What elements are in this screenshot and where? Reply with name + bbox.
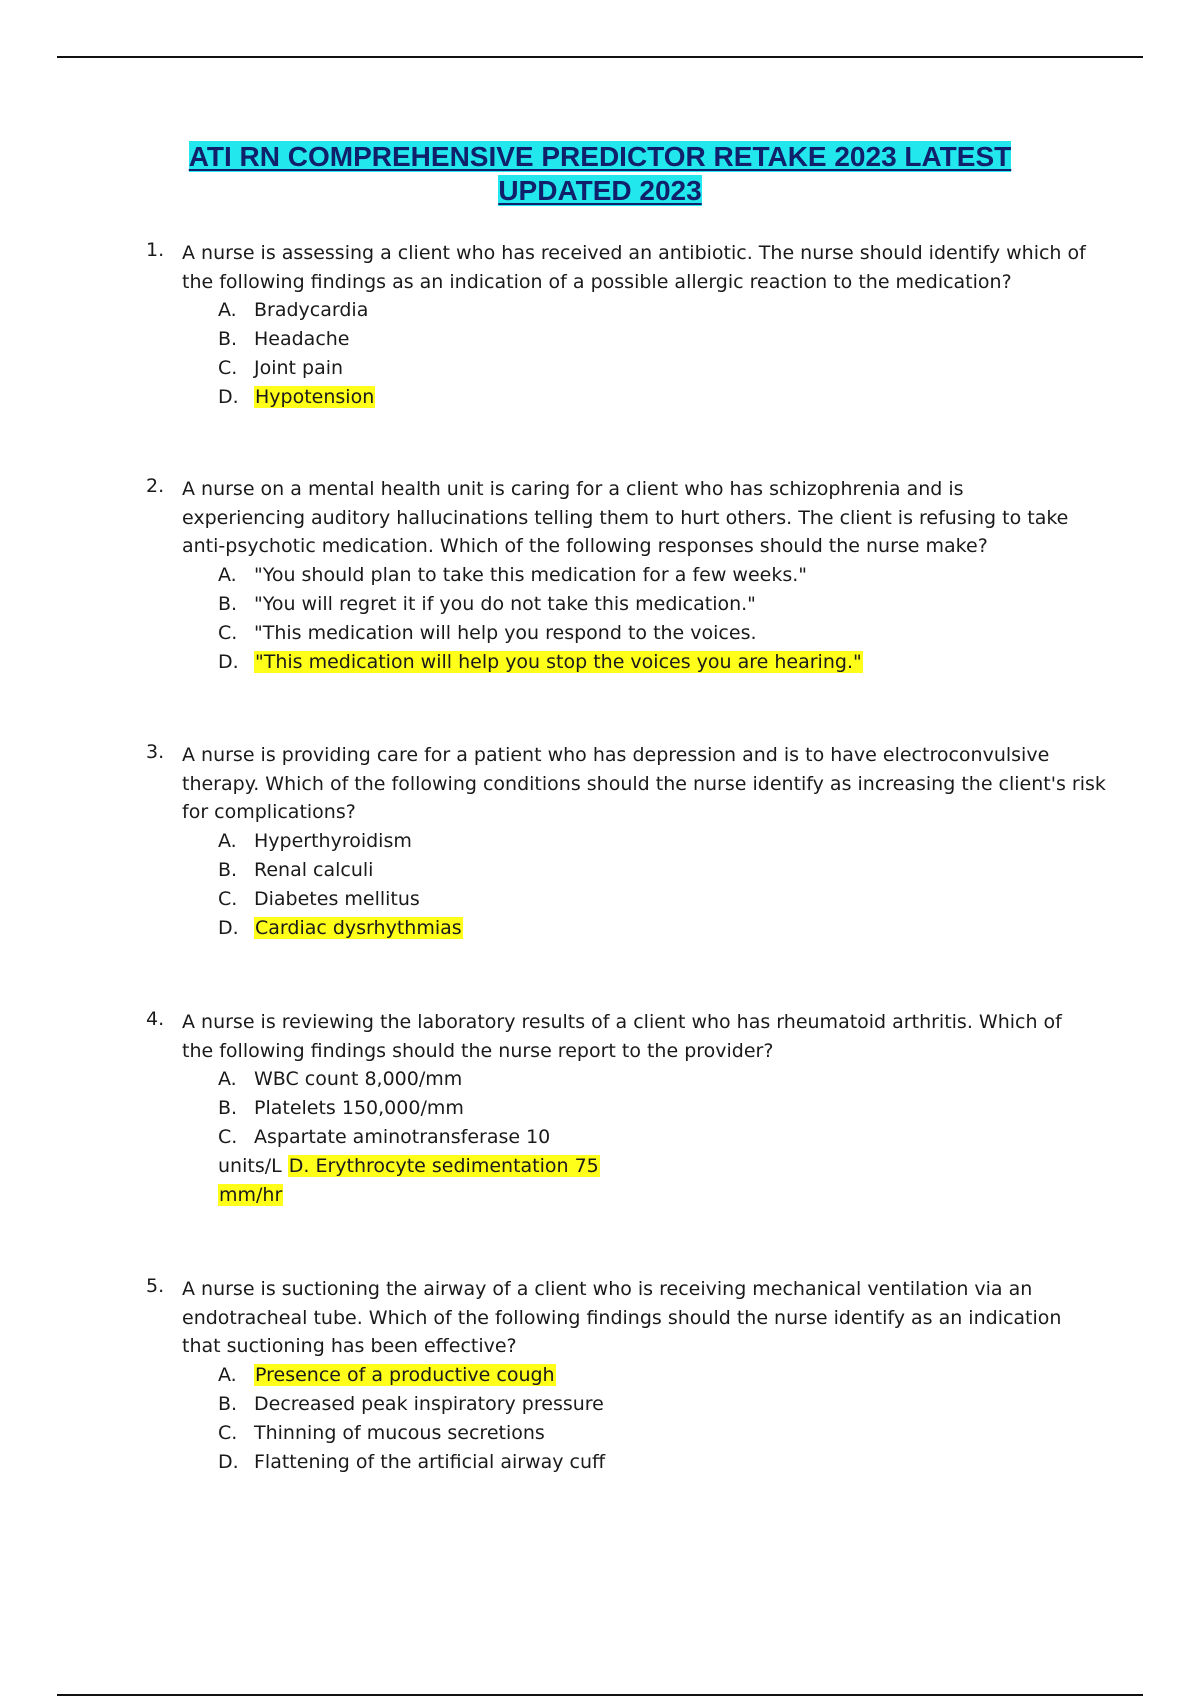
option-a[interactable]: A. Hyperthyroidism (218, 830, 412, 852)
question-number: 4. (146, 1008, 165, 1030)
bottom-rule (57, 1694, 1143, 1696)
question-stem: A nurse is suctioning the airway of a client who is receiving mechanical ventilation via an endotracheal tube. Which of the following findings should the nurse identify as an indication that suctioning has been effective? (182, 1278, 1062, 1357)
option-d-continuation[interactable]: mm/hr (219, 1184, 283, 1206)
option-d-correct[interactable]: D. "This medication will help you stop the voices you are hearing." (218, 651, 862, 673)
option-c[interactable]: C. "This medication will help you respond to the voices. (218, 622, 757, 644)
question-number: 3. (146, 741, 165, 763)
option-d-correct[interactable]: D. Hypotension (218, 386, 375, 408)
option-b[interactable]: B. Platelets 150,000/mm (218, 1097, 464, 1119)
top-rule (57, 56, 1143, 58)
option-c[interactable]: C. Aspartate aminotransferase 10 (218, 1126, 551, 1148)
question-number: 2. (146, 475, 165, 497)
option-a[interactable]: A. WBC count 8,000/mm (218, 1068, 463, 1090)
question-stem: A nurse is providing care for a patient who has depression and is to have electroconvulsive therapy. Which of the following conditions should the nurse identify as increasing the client's risk for complications? (182, 744, 1106, 823)
question-number: 5. (146, 1275, 165, 1297)
option-b[interactable]: B. Decreased peak inspiratory pressure (218, 1393, 604, 1415)
question-number: 1. (146, 239, 165, 261)
page-title (0, 140, 1200, 208)
option-b[interactable]: B. Headache (218, 328, 350, 350)
option-d-text: D. Erythrocyte sedimentation 75 (288, 1155, 599, 1177)
option-a[interactable]: A. "You should plan to take this medication for a few weeks." (218, 564, 808, 586)
question-stem: A nurse on a mental health unit is caring for a client who has schizophrenia and is experiencing auditory hallucinations telling them to hurt others. The client is refusing to take anti-psychotic medication. Which of the following responses should the nurse make? (182, 478, 1069, 557)
option-c[interactable]: C. Diabetes mellitus (218, 888, 420, 910)
option-a-correct[interactable]: A. Presence of a productive cough (218, 1364, 555, 1386)
title-line-1: ATI RN COMPREHENSIVE PREDICTOR RETAKE 2023 LATEST (188, 141, 1012, 172)
option-b[interactable]: B. "You will regret it if you do not take this medication." (218, 593, 756, 615)
option-d-correct[interactable] (218, 1152, 600, 1180)
option-a[interactable]: A. Bradycardia (218, 299, 369, 321)
option-c[interactable]: C. Joint pain (218, 357, 344, 379)
option-b[interactable]: B. Renal calculi (218, 859, 374, 881)
wrapped-unit: units/L (218, 1155, 282, 1177)
title-line-2: UPDATED 2023 (498, 175, 702, 206)
option-d-correct[interactable]: D. Cardiac dysrhythmias (218, 917, 462, 939)
option-d[interactable]: D. Flattening of the artificial airway cuff (218, 1451, 606, 1473)
option-c[interactable]: C. Thinning of mucous secretions (218, 1422, 545, 1444)
question-stem: A nurse is reviewing the laboratory results of a client who has rheumatoid arthritis. Which of the following findings should the nurse report to the provider? (182, 1011, 1062, 1062)
question-stem: A nurse is assessing a client who has received an antibiotic. The nurse should identify which of the following findings as an indication of a possible allergic reaction to the medication? (182, 242, 1086, 293)
